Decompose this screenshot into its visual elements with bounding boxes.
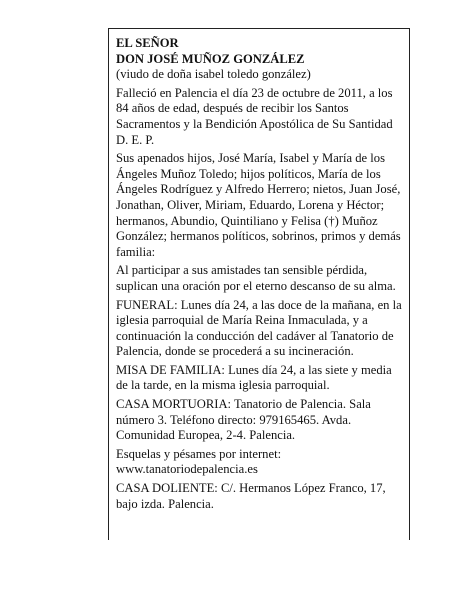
mourning-house-paragraph: CASA DOLIENTE: C/. Hermanos López Franco, 17, bajo izda. Palencia. <box>116 481 386 511</box>
death-paragraph: Falleció en Palencia el día 23 de octubre de 2011, a los 84 años de edad, después de recibir los Santos Sacramentos y la Bendición Apostólica de Su Santidad D. E. P. <box>116 85 393 147</box>
funeral-home-paragraph: CASA MORTUORIA: Tanatorio de Palencia. Sala número 3. Teléfono directo: 979165465. Avda. Comunidad Europea, 2-4. Palencia. <box>116 397 371 443</box>
deceased-name: DON JOSÉ MUÑOZ GONZÁLEZ <box>116 51 305 66</box>
honorific: EL SEÑOR <box>116 36 179 50</box>
online-url: www.tanatoriodepalencia.es <box>116 462 258 477</box>
family-paragraph: Sus apenados hijos, José María, Isabel y María de los Ángeles Muñoz Toledo; hijos políticos, María de los Ángeles Rodríguez y Alfredo Herrero; nietos, Juan José, Jonathan, Oliver, Miriam, Eduardo, Lorena y Héctor; hermanos, Abundio, Quintiliano y Felisa (†) Muñoz González; hermanos políticos, sobrinos, primos y demás familia: <box>116 151 401 259</box>
funeral-paragraph: FUNERAL: Lunes día 24, a las doce de la mañana, en la iglesia parroquial de María Reina Inmaculada, y a continuación la conducción del cadáver al Tanatorio de Palencia, donde se procederá a su incineración. <box>116 297 402 359</box>
online-label: Esquelas y pésames por internet: <box>116 446 282 461</box>
request-paragraph: Al participar a sus amistades tan sensible pérdida, suplican una oración por el eterno descanso de su alma. <box>116 263 396 293</box>
obituary-notice <box>116 36 406 512</box>
family-mass-paragraph: MISA DE FAMILIA: Lunes día 24, a las siete y media de la tarde, en la misma iglesia parroquial. <box>116 362 392 393</box>
widower-line: (viudo de doña isabel toledo gonzález) <box>116 67 311 82</box>
